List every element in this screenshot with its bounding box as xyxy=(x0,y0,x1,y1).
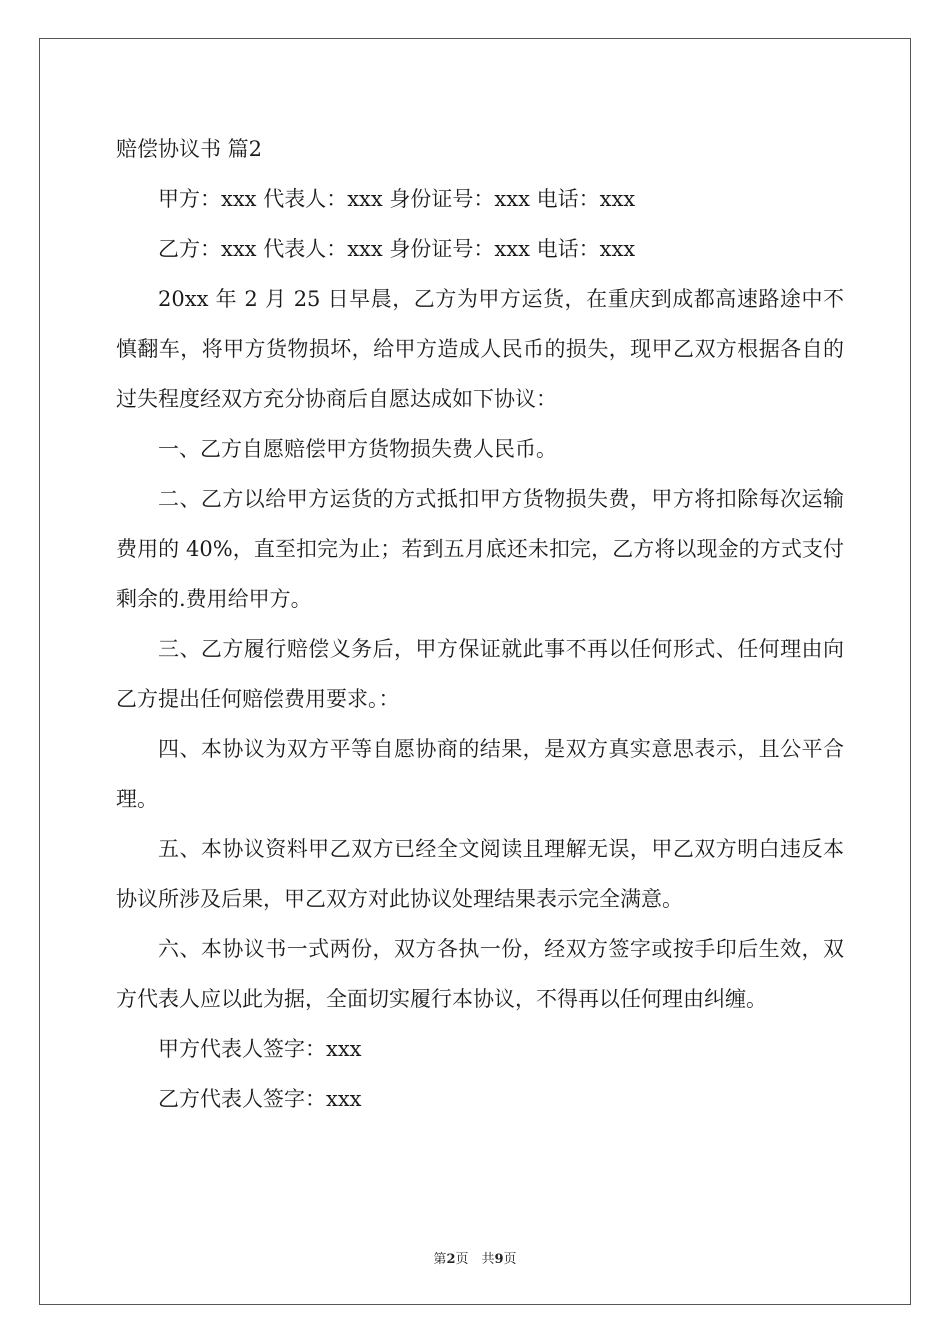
document-title: 赔偿协议书 篇2 xyxy=(116,137,263,161)
page-number-footer xyxy=(0,1248,950,1267)
page-prefix: 第 xyxy=(433,1252,447,1267)
document-body xyxy=(116,124,844,1124)
total-page-number: 9 xyxy=(494,1252,504,1267)
page-mid: 页 共 xyxy=(455,1252,495,1267)
clause-4: 四、本协议为双方平等自愿协商的结果，是双方真实意思表示，且公平合理。 xyxy=(116,737,844,811)
party-b-info: 乙方：xxx 代表人：xxx 身份证号：xxx 电话：xxx xyxy=(158,237,636,261)
clause-2: 二、乙方以给甲方运货的方式抵扣甲方货物损失费，甲方将扣除每次运输费用的 40%，直至扣完为止；若到五月底还未扣完，乙方将以现金的方式支付剩余的.费用给甲方。 xyxy=(116,487,844,611)
party-a-info: 甲方：xxx 代表人：xxx 身份证号：xxx 电话：xxx xyxy=(158,187,636,211)
page-suffix: 页 xyxy=(503,1252,517,1267)
clause-3: 三、乙方履行赔偿义务后，甲方保证就此事不再以任何形式、任何理由向乙方提出任何赔偿费用要求。： xyxy=(116,637,844,711)
party-b-signature: 乙方代表人签字：xxx xyxy=(158,1087,362,1111)
clause-1: 一、乙方自愿赔偿甲方货物损失费人民币。 xyxy=(158,437,557,461)
party-a-signature: 甲方代表人签字：xxx xyxy=(158,1037,362,1061)
clause-5: 五、本协议资料甲乙双方已经全文阅读且理解无误，甲乙双方明白违反本协议所涉及后果，甲乙双方对此协议处理结果表示完全满意。 xyxy=(116,837,844,911)
incident-paragraph: 20xx 年 2 月 25 日早晨，乙方为甲方运货，在重庆到成都高速路途中不慎翻车，将甲方货物损坏，给甲方造成人民币的损失，现甲乙双方根据各自的过失程度经双方充分协商后自愿达成如下协议： xyxy=(116,287,844,411)
current-page-number: 2 xyxy=(446,1252,456,1267)
clause-6: 六、本协议书一式两份，双方各执一份，经双方签字或按手印后生效，双方代表人应以此为据，全面切实履行本协议，不得再以任何理由纠缠。 xyxy=(116,937,844,1011)
